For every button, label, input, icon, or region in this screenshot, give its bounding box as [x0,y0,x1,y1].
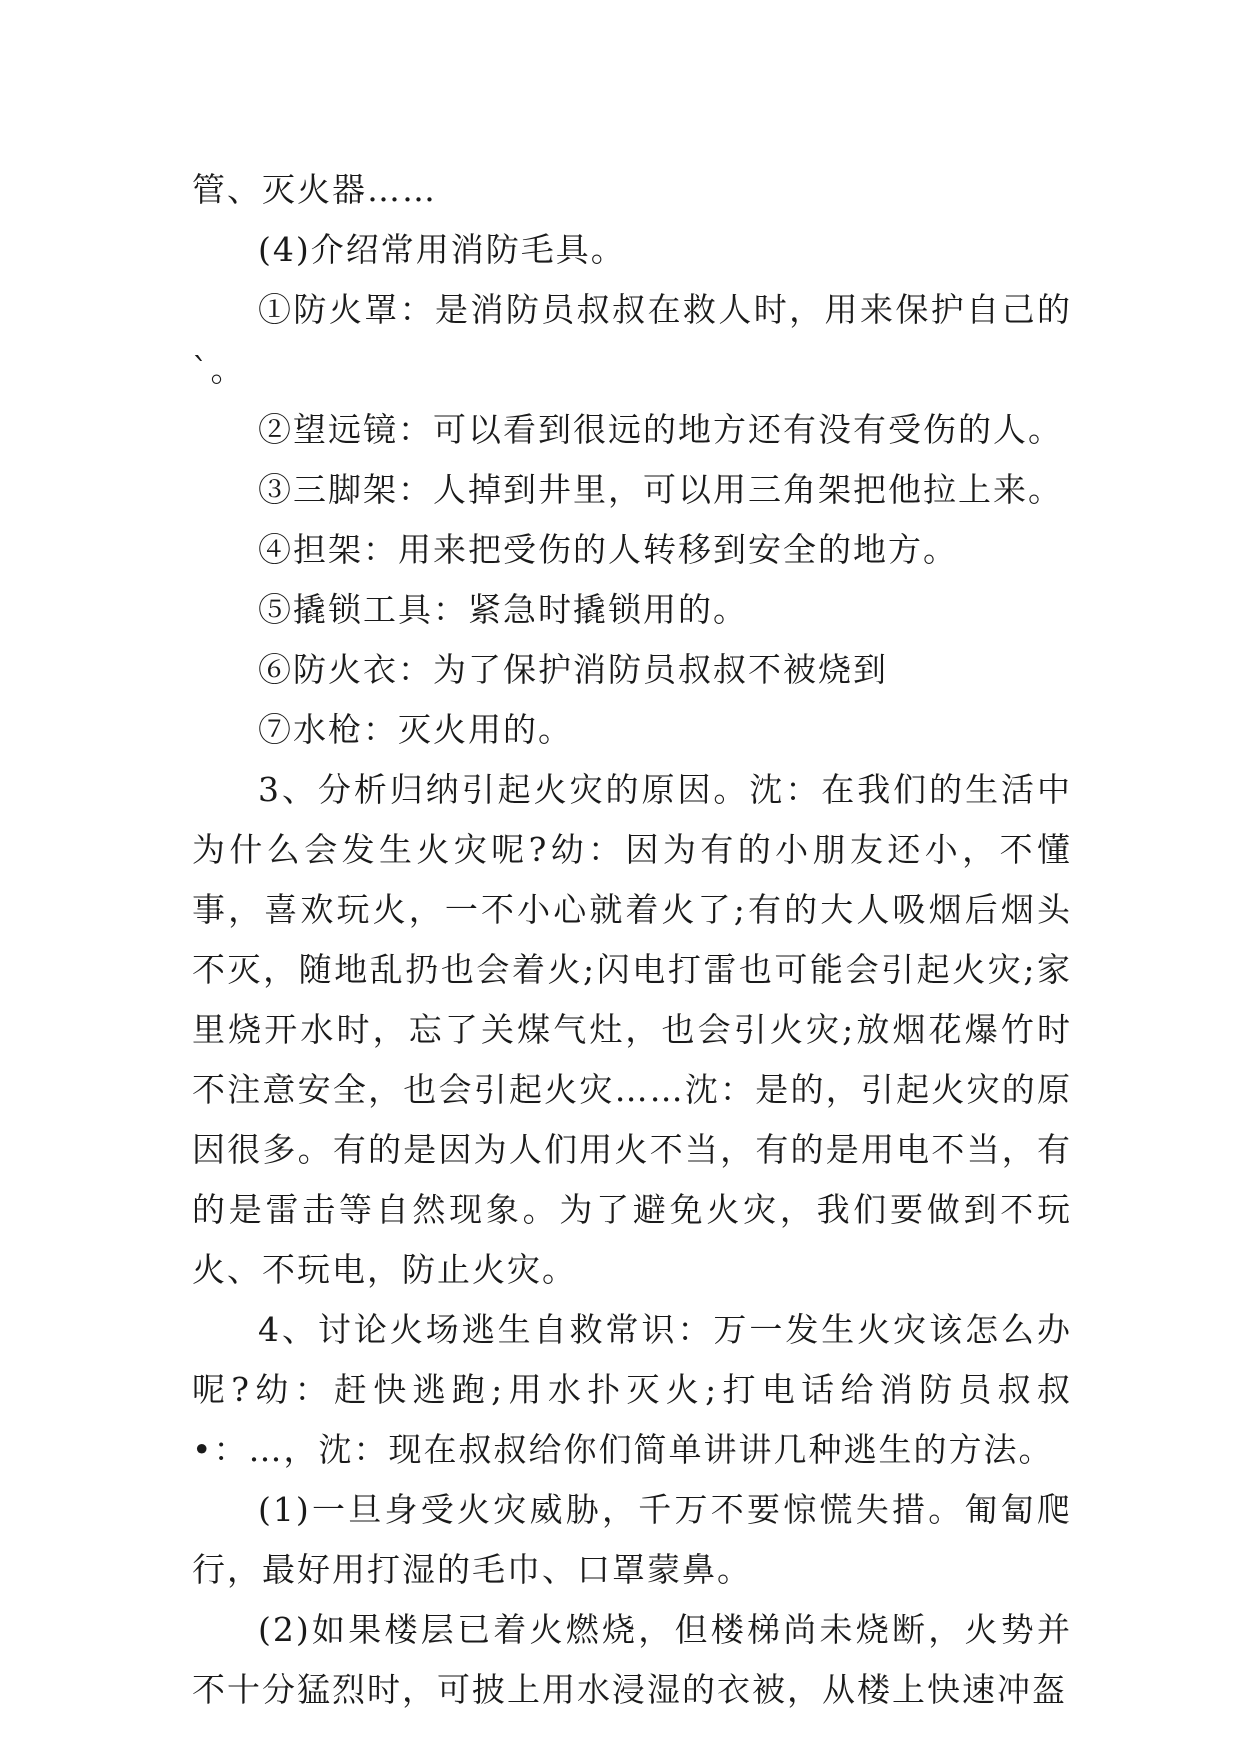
paragraph-tool-fire-hood: ①防火罩：是消防员叔叔在救人时，用来保护自己的`。 [192,290,1072,389]
document-body [192,160,1072,1720]
paragraph-tool-telescope: ②望远镜：可以看到很远的地方还有没有受伤的人。 [258,410,1063,449]
paragraph-section-4-escape: 4、讨论火场逃生自救常识：万一发生火灾该怎么办呢?幼：赶快逃跑;用水扑灭火;打电话给消防员叔叔•：…，沈：现在叔叔给你们简单讲讲几种逃生的方法。 [192,1310,1072,1469]
paragraph-section-3-causes: 3、分析归纳引起火灾的原因。沈：在我们的生活中为什么会发生火灾呢?幼：因为有的小朋友还小，不懂事，喜欢玩火，一不小心就着火了;有的大人吸烟后烟头不灭，随地乱扔也会着火;闪电打雷也可能会引起火灾;家里烧开水时，忘了关煤气灶，也会引火灾;放烟花爆竹时不注意安全，也会引起火灾……沈：是的，引起火灾的原因很多。有的是因为人们用火不当，有的是用电不当，有的是雷击等自然现象。为了避免火灾，我们要做到不玩火、不玩电，防止火灾。 [192,770,1072,1289]
paragraph-escape-method-2: (2)如果楼层已着火燃烧，但楼梯尚未烧断，火势并不十分猛烈时，可披上用水浸湿的衣被，从楼上快速冲盔 [192,1610,1072,1709]
paragraph-tool-fire-suit: ⑥防火衣：为了保护消防员叔叔不被烧到 [258,650,888,689]
paragraph-tool-lockpick: ⑤撬锁工具：紧急时撬锁用的。 [258,590,748,629]
paragraph-escape-method-1: (1)一旦身受火灾威胁，千万不要惊慌失措。匍匐爬行，最好用打湿的毛巾、口罩蒙鼻。 [192,1490,1072,1589]
paragraph-continuation: 管、灭火器…… [192,170,437,209]
paragraph-item-4-heading: (4)介绍常用消防毛具。 [258,230,626,269]
paragraph-tool-stretcher: ④担架：用来把受伤的人转移到安全的地方。 [258,530,958,569]
paragraph-tool-tripod: ③三脚架：人掉到井里，可以用三角架把他拉上来。 [258,470,1063,509]
paragraph-tool-water-gun: ⑦水枪：灭火用的。 [258,710,573,749]
